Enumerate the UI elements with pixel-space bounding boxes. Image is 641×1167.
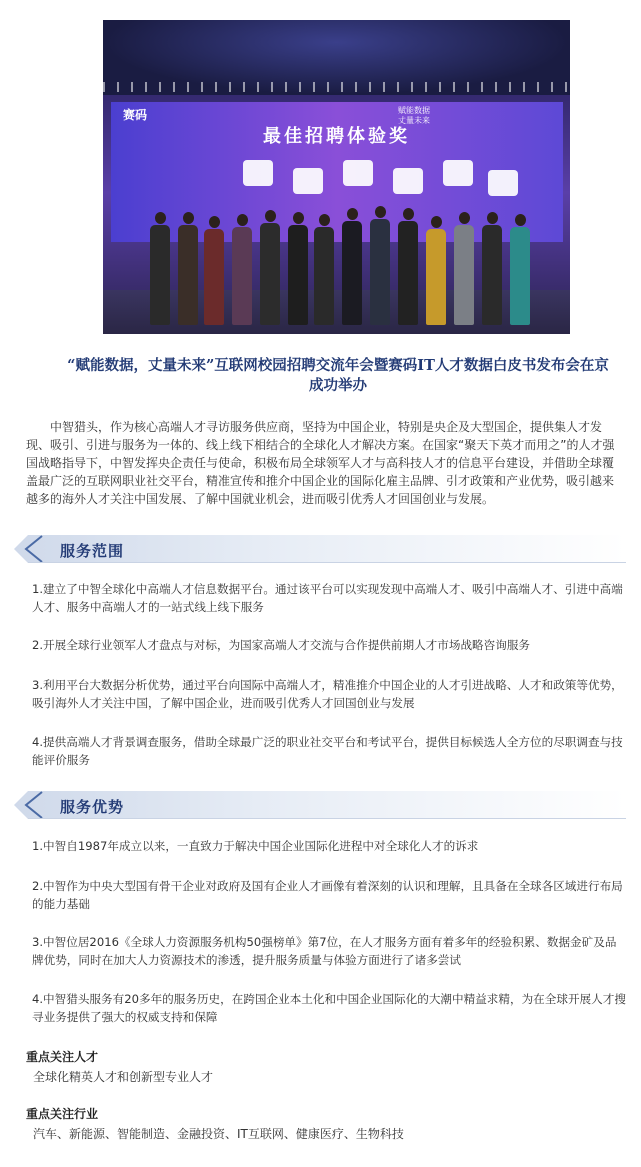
section-header-advantages xyxy=(14,791,626,819)
advantage-item: 4.中智猎头服务有20多年的服务历史，在跨国企业本土化和中国企业国际化的大潮中精益求精，为在全球开展人才搜寻业务提供了强大的权威支持和保障 xyxy=(32,992,626,1024)
recipient-figure xyxy=(482,212,502,325)
focus-industry-title: 重点关注行业 xyxy=(26,1107,99,1121)
section-title: 服务优势 xyxy=(60,798,125,816)
recipient-figure xyxy=(370,206,390,325)
advantage-item: 3.中智位居2016《全球人力资源服务机构50强榜单》第7位，在人才服务方面有着多年的经验积累、数据金矿及品牌优势，同时在加大人力资源技术的渗透，提升服务质量与体验方面进行了诸多尝试 xyxy=(32,935,617,967)
focus-talent-body: 全球化精英人才和创新型专业人才 xyxy=(33,1070,214,1084)
recipient-figure xyxy=(426,216,446,325)
section-header-scope xyxy=(14,535,626,563)
section-title: 服务范围 xyxy=(60,542,125,560)
advantage-item: 2.中智作为中央大型国有骨干企业对政府及国有企业人才画像有着深刻的认识和理解，且具备在全球各区域进行布局的能力基础 xyxy=(32,879,623,911)
award-title: 最佳招聘体验奖 xyxy=(263,126,410,147)
recipient-figure xyxy=(260,210,280,325)
sponsor-logo xyxy=(343,160,373,186)
brand-logo: 赛码 xyxy=(123,108,148,122)
award-recipients xyxy=(148,195,548,325)
event-photo xyxy=(103,20,570,334)
event-logo-line2: 丈量未来 xyxy=(398,116,430,125)
sponsor-logo xyxy=(243,160,273,186)
scope-item: 2.开展全球行业领军人才盘点与对标，为国家高端人才交流与合作提供前期人才市场战略咨询服务 xyxy=(32,638,531,652)
sponsor-logo xyxy=(293,168,323,194)
article-headline: “赋能数据，丈量未来”互联网校园招聘交流年会暨赛码IT人才数据白皮书发布会在京成功举办 xyxy=(67,357,609,394)
focus-talent-title: 重点关注人才 xyxy=(26,1050,99,1064)
recipient-figure xyxy=(398,208,418,325)
sponsor-logo xyxy=(393,168,423,194)
recipient-figure xyxy=(454,212,474,325)
focus-industry-body: 汽车、新能源、智能制造、金融投资、IT互联网、健康医疗、生物科技 xyxy=(33,1127,404,1141)
recipient-figure xyxy=(178,212,198,325)
event-logo-line1: 赋能数据 xyxy=(398,106,430,115)
recipient-figure xyxy=(314,214,334,325)
scope-item: 3.利用平台大数据分析优势，通过平台向国际中高端人才，精准推介中国企业的人才引进战略、人才和政策等优势，吸引海外人才关注中国，了解中国企业，进而吸引优秀人才回国创业与发展 xyxy=(32,678,623,710)
recipient-figure xyxy=(150,212,170,325)
sponsor-logo xyxy=(443,160,473,186)
recipient-figure xyxy=(510,214,530,325)
recipient-figure xyxy=(232,214,252,325)
recipient-figure xyxy=(204,216,224,325)
scope-item: 1.建立了中智全球化中高端人才信息数据平台。通过该平台可以实现发现中高端人才、吸引中高端人才、引进中高端人才、服务中高端人才的一站式线上线下服务 xyxy=(32,582,623,614)
recipient-figure xyxy=(342,208,362,325)
scope-item: 4.提供高端人才背景调查服务，借助全球最广泛的职业社交平台和考试平台，提供目标候选人全方位的尽职调查与技能评价服务 xyxy=(32,735,623,767)
advantage-item: 1.中智自1987年成立以来，一直致力于解决中国企业国际化进程中对全球化人才的诉求 xyxy=(32,839,479,853)
sponsor-logo xyxy=(488,170,518,196)
intro-paragraph: 中智猎头，作为核心高端人才寻访服务供应商，坚持为中国企业，特别是央企及大型国企，提供集人才发现、吸引、引进与服务为一体的、线上线下相结合的全球化人才解决方案。在国家“聚天下英才而用之”的人才强国战略指导下，中智发挥央企责任与使命，积极布局全球领军人才与高科技人才的信息平台建设，并借助全球覆盖最广泛的互联网职业社交平台，精准宣传和推介中国企业的国际化雇主品牌、引才政策和产业优势，吸引越来越多的海外人才关注中国发展、了解中国就业机会，进而吸引优秀人才回国创业与发展。 xyxy=(26,420,615,506)
stage-lights xyxy=(103,82,570,92)
recipient-figure xyxy=(288,212,308,325)
